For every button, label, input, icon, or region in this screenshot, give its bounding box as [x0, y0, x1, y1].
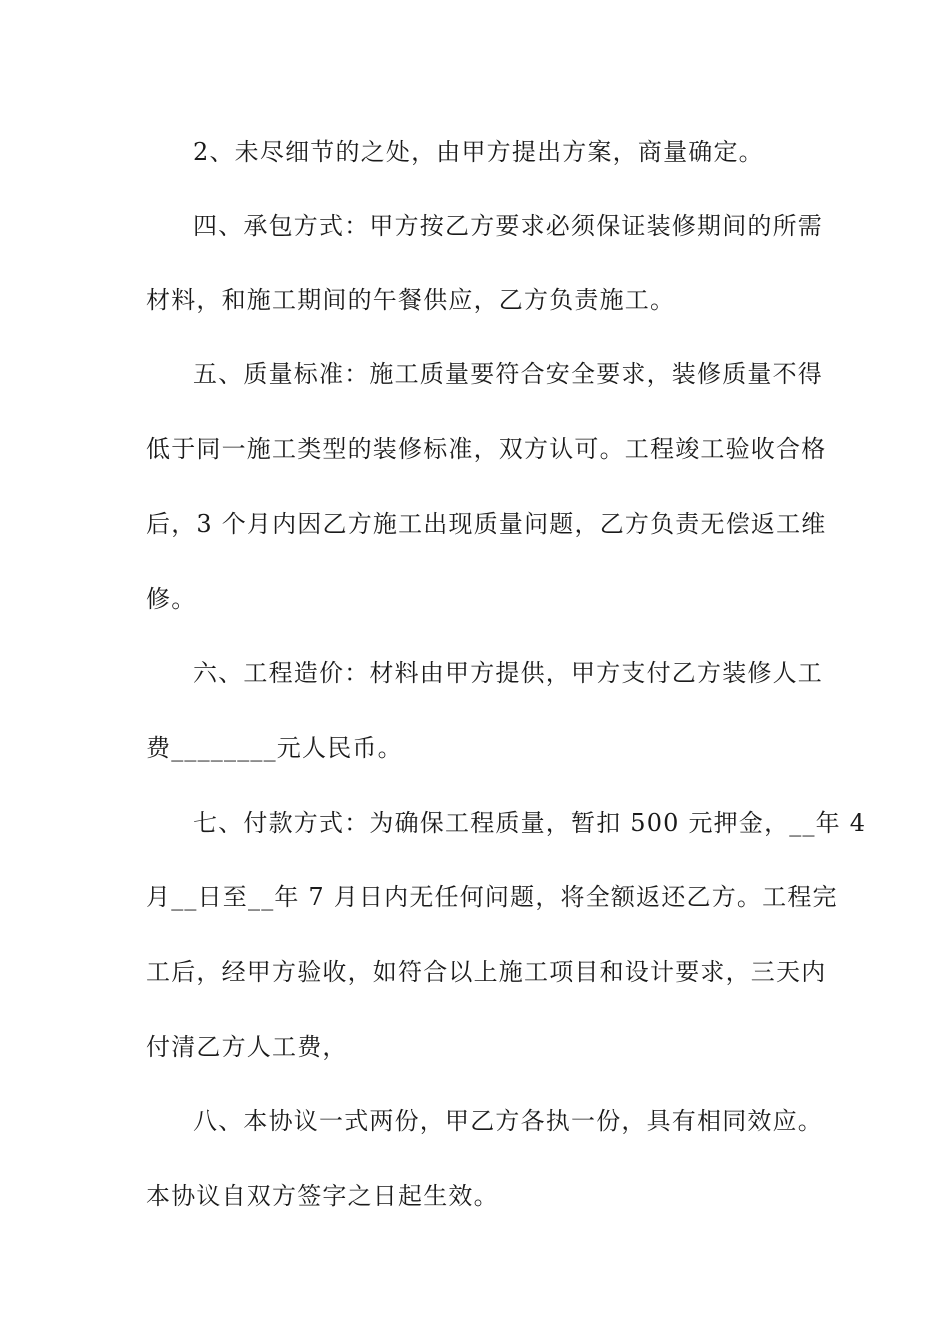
text-line: 四、承包方式：甲方按乙方要求必须保证装修期间的所需 — [193, 212, 823, 240]
text-line: 2、未尽细节的之处，由甲方提出方案，商量确定。 — [193, 138, 764, 166]
text-line: 工后，经甲方验收，如符合以上施工项目和设计要求，三天内 — [146, 958, 827, 986]
text-line: 月__日至__年 7 月日内无任何问题，将全额返还乙方。工程完 — [146, 883, 838, 911]
text-line: 付清乙方人工费， — [146, 1033, 348, 1061]
text-line: 六、工程造价：材料由甲方提供，甲方支付乙方装修人工 — [193, 659, 823, 687]
text-line: 本协议自双方签字之日起生效。 — [146, 1182, 499, 1210]
text-line: 五、质量标准：施工质量要符合安全要求，装修质量不得 — [193, 360, 823, 388]
text-line: 费________元人民币。 — [146, 734, 403, 762]
text-line: 七、付款方式：为确保工程质量，暂扣 500 元押金，__年 4 — [193, 809, 867, 837]
text-line: 后，3 个月内因乙方施工出现质量问题，乙方负责无偿返工维 — [146, 510, 827, 538]
text-line: 修。 — [146, 585, 197, 613]
text-line: 八、本协议一式两份，甲乙方各执一份，具有相同效应。 — [193, 1107, 823, 1135]
text-line: 材料，和施工期间的午餐供应，乙方负责施工。 — [146, 286, 676, 314]
text-line: 低于同一施工类型的装修标准，双方认可。工程竣工验收合格 — [146, 435, 827, 463]
